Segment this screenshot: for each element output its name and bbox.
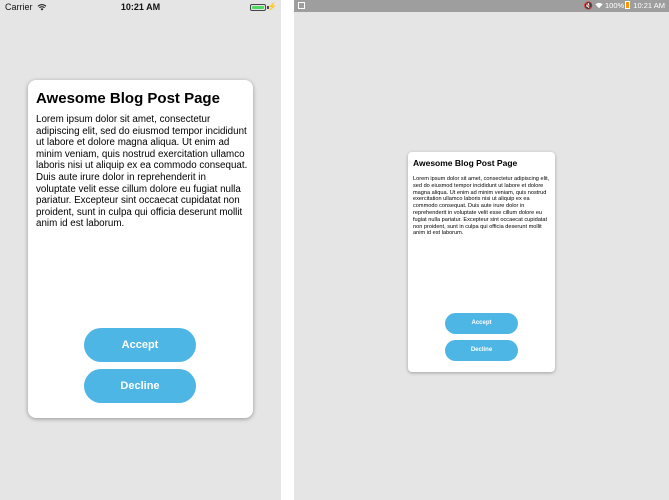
modal-card: [28, 80, 253, 418]
wifi-icon: [595, 2, 603, 9]
modal-body-text: Lorem ipsum dolor sit amet, consectetur adipiscing elit, sed do eiusmod tempor incididunt ut labore et dolore magna aliqua. Ut enim ad minim veniam, quis nostrud exercitation ullamco laboris nisi ut aliquip ex ea commodo consequat. Duis aute irure dolor in reprehenderit in voluptate velit esse cillum dolore eu fugiat nulla pariatur. Excepteur sint occaecat cupidatat non proident, sunt in culpa qui officia deserunt mollit anim id est laborum.: [413, 176, 550, 237]
accept-button[interactable]: Accept: [84, 328, 196, 362]
android-status-bar: [294, 0, 669, 12]
decline-button[interactable]: Decline: [84, 369, 196, 403]
android-screen: [294, 0, 669, 500]
decline-button[interactable]: Decline: [445, 340, 518, 361]
modal-title: Awesome Blog Post Page: [413, 158, 518, 168]
modal-body-text: Lorem ipsum dolor sit amet, consectetur adipiscing elit, sed do eiusmod tempor incididunt ut labore et dolore magna aliqua. Ut enim ad minim veniam, quis nostrud exercitation ullamco laboris nisi ut aliquip ex ea commodo consequat. Duis aute irure dolor in reprehenderit in voluptate velit esse cillum dolore eu fugiat nulla pariatur. Excepteur sint occaecat cupidatat non proident, sunt in culpa qui officia deserunt mollit anim id est laborum.: [36, 114, 248, 230]
status-time: 10:21 AM: [120, 2, 161, 12]
status-time: 10:21 AM: [633, 1, 665, 10]
battery-percent: 100%: [605, 1, 625, 10]
charging-icon: ⚡: [267, 2, 277, 11]
modal-card: [408, 152, 555, 372]
mute-icon: 🔇: [583, 1, 593, 10]
ios-screen: [0, 0, 281, 500]
battery-icon: [250, 4, 266, 11]
accept-button[interactable]: Accept: [445, 313, 518, 334]
notification-icon: [298, 2, 305, 9]
carrier-label: Carrier: [5, 2, 33, 12]
modal-title: Awesome Blog Post Page: [36, 90, 220, 107]
ios-status-bar: [0, 0, 281, 16]
screen-divider: [281, 0, 294, 500]
battery-icon: [625, 1, 630, 9]
